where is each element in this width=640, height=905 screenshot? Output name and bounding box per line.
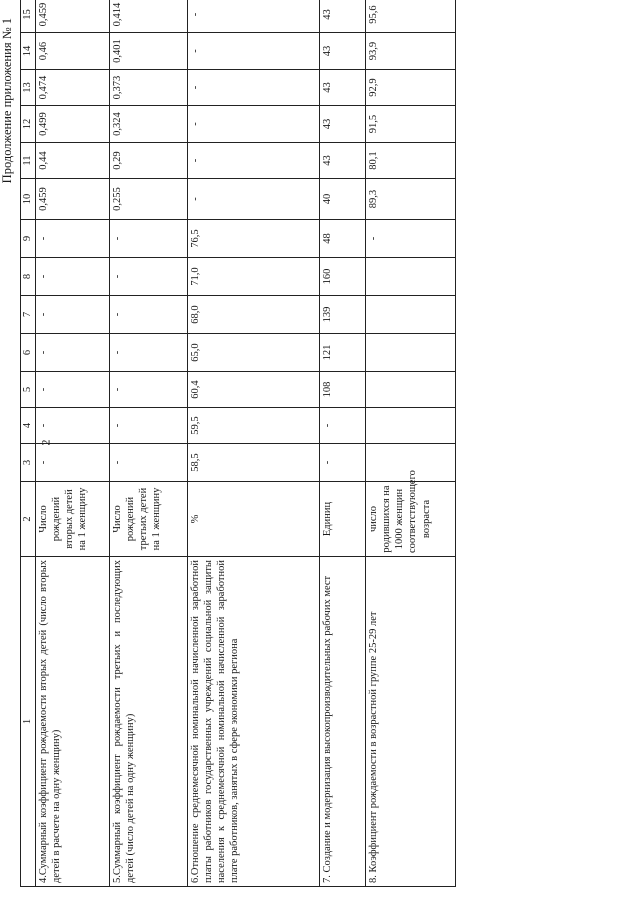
value-cell: 0,46 [36,33,110,70]
value-cell: 43 [320,106,366,143]
value-cell: 58,5 [188,444,320,482]
value-cell: 76,5 [188,220,320,258]
indicators-table [20,0,456,887]
value-cell: 40 [320,179,366,220]
table-row [366,0,456,887]
header-cell: 5 [21,372,36,408]
unit-cell: Единиц [320,482,366,557]
unit-cell: Число рождений вторых детей на 1 женщину [36,482,110,557]
value-cell [366,258,456,296]
value-cell: - [36,334,110,372]
unit-cell: Число рождений третьих детей на 1 женщину [110,482,188,557]
value-cell: 43 [320,143,366,179]
header-cell: 13 [21,70,36,106]
header-cell: 11 [21,143,36,179]
indicator-cell: 4.Суммарный коэффициент рождаемости вторых детей (число вторых детей в расчете на одну женщину) [36,557,110,887]
value-cell: 92,9 [366,70,456,106]
header-row [21,0,36,887]
value-cell: 0,29 [110,143,188,179]
value-cell: 108 [320,372,366,408]
value-cell: 0,401 [110,33,188,70]
value-cell: 59,5 [188,408,320,444]
value-cell: 0,373 [110,70,188,106]
value-cell [366,372,456,408]
header-cell: 7 [21,296,36,334]
unit-cell: % [188,482,320,557]
value-cell: - [188,70,320,106]
value-cell: 0,414 [110,0,188,33]
value-cell: - [188,0,320,33]
value-cell: - [320,444,366,482]
page-number: 2 [38,439,53,446]
value-cell: - [110,220,188,258]
header-cell: 8 [21,258,36,296]
value-cell: 65,0 [188,334,320,372]
value-cell: 80,1 [366,143,456,179]
value-cell: 0,44 [36,143,110,179]
header-cell: 4 [21,408,36,444]
value-cell: 95,6 [366,0,456,33]
appendix-caption: Продолжение приложения № 1 [0,18,14,184]
value-cell: - [110,296,188,334]
value-cell: - [366,220,456,258]
indicator-cell: 8. Коэффициент рождаемости в возрастной группе 25-29 лет [366,557,456,887]
value-cell: - [36,408,110,444]
value-cell: 0,459 [36,0,110,33]
header-cell: 2 [21,482,36,557]
header-cell: 9 [21,220,36,258]
indicator-cell: 7. Создание и модернизация высокопроизводительных рабочих мест [320,557,366,887]
header-cell: 12 [21,106,36,143]
value-cell: 43 [320,33,366,70]
value-cell: 89,3 [366,179,456,220]
value-cell: 139 [320,296,366,334]
value-cell: 121 [320,334,366,372]
value-cell [366,296,456,334]
value-cell: - [188,106,320,143]
value-cell: - [110,334,188,372]
value-cell: 0,499 [36,106,110,143]
value-cell: 0,459 [36,179,110,220]
value-cell: 0,324 [110,106,188,143]
value-cell: - [110,372,188,408]
table-row [320,0,366,887]
value-cell: - [110,258,188,296]
value-cell: - [320,408,366,444]
value-cell: 60,4 [188,372,320,408]
indicator-cell: 6.Отношение среднемесячной номинальной начисленной заработной платы работников государственных учреждений социальной защиты населения к среднемесячной номинальной начисленной заработной плате работников, занятых в сфере экономики региона [188,557,320,887]
header-cell: 6 [21,334,36,372]
value-cell: 71,0 [188,258,320,296]
value-cell: - [36,444,110,482]
value-cell: - [36,296,110,334]
table-row [110,0,188,887]
value-cell [366,408,456,444]
table-row [36,0,110,887]
value-cell: - [36,220,110,258]
value-cell: 43 [320,70,366,106]
value-cell: 160 [320,258,366,296]
header-cell: 14 [21,33,36,70]
value-cell: 48 [320,220,366,258]
table-row [188,0,320,887]
header-cell: 15 [21,0,36,33]
value-cell: - [110,408,188,444]
header-cell: 1 [21,557,36,887]
value-cell [366,334,456,372]
value-cell: - [188,143,320,179]
value-cell: 91,5 [366,106,456,143]
value-cell: 68,0 [188,296,320,334]
rotated-page [0,2,640,895]
header-cell: 3 [21,444,36,482]
value-cell: - [188,33,320,70]
value-cell: 43 [320,0,366,33]
value-cell: 0,255 [110,179,188,220]
value-cell: - [188,179,320,220]
value-cell: 93,9 [366,33,456,70]
value-cell: - [110,444,188,482]
unit-cell: число родившихся на 1000 женщин соответствующего возраста [366,482,456,557]
value-cell: 0,474 [36,70,110,106]
value-cell: - [36,258,110,296]
value-cell: - [36,372,110,408]
header-cell: 10 [21,179,36,220]
indicator-cell: 5.Суммарный коэффициент рождаемости третьих и последующих детей (число детей на одну женщину) [110,557,188,887]
